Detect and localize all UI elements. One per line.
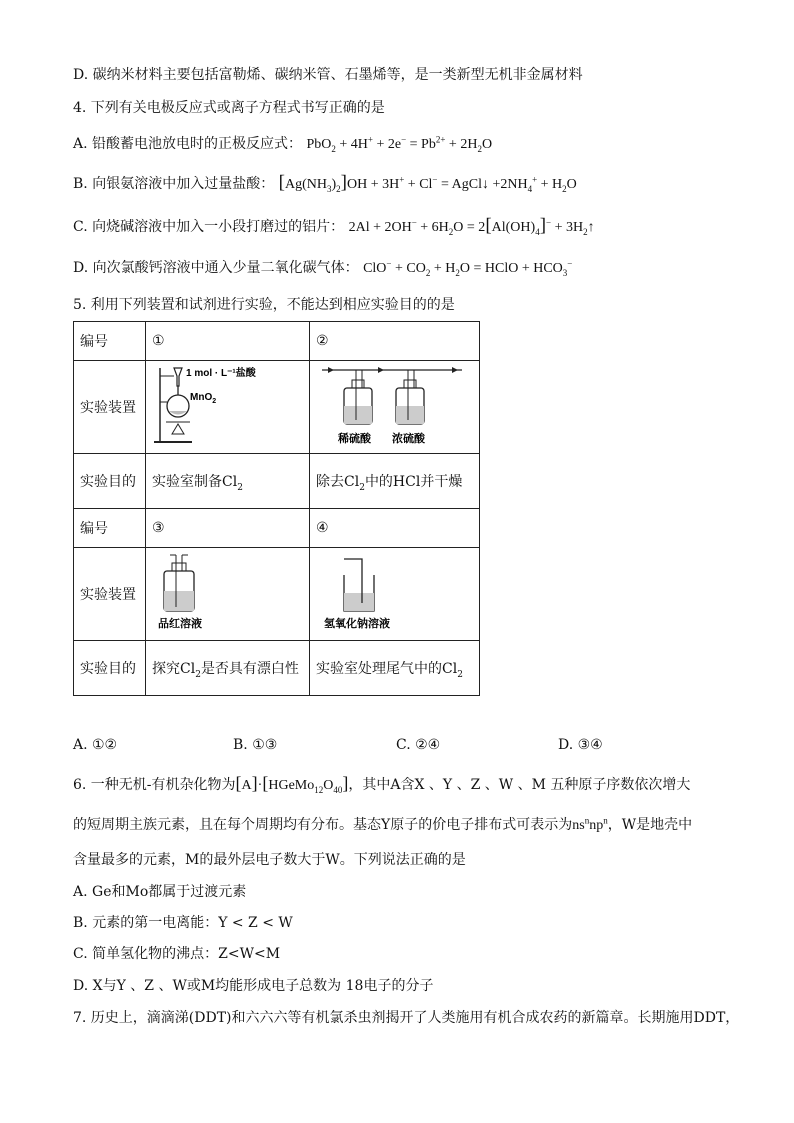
q6-config: $ns^nnp^n$ [572,815,608,833]
row-label-number: 编号 [74,322,146,361]
sodium-hydroxide-beaker-figure [316,549,466,635]
q6-line-1a: 6. 一种无机-有机杂化物为 [73,777,236,793]
device-2-cell [310,361,480,454]
goal-2-cell: 除去$Cl_2$中的HCl并干燥 [310,454,480,509]
fig4-label: 氢氧化钠溶液 [324,618,390,630]
magenta-solution-bottle-figure [152,549,292,635]
q6-line-2b: ，W是地壳中 [607,817,693,833]
q4-stem: 4. 下列有关电极反应式或离子方程式书写正确的是 [73,100,385,116]
row-label-number-2: 编号 [74,509,146,548]
fig3-label: 品红溶液 [158,618,202,630]
fig1-acid-label: 1 mol · L⁻¹盐酸 [186,368,256,379]
goal-3-text-b: 是否具有漂白性 [200,661,299,677]
goal-4-text: 实验室处理尾气中的Cl [316,661,458,677]
cell-number-3: ③ [146,509,310,548]
device-4-cell [310,548,480,641]
q6-option-d: D. X与Y 、Z 、W或M均能形成电子总数为 18电子的分子 [73,978,434,994]
goal-2-text-a: 除去Cl [316,474,360,490]
cell-number-2: ② [310,322,480,361]
q6-line-2 [73,815,692,836]
q4-option-c [73,216,595,238]
fig2-left-label: 稀硫酸 [338,433,371,445]
q6-formula: $[A]\cdot[HGeMo_{12}O_{40}]$ [235,773,349,795]
q6-line-2a: 的短周期主族元素，且在每个周期均有分布。基态Y原子的价电子排布式可表示为 [73,817,573,833]
goal-3-text-a: 探究Cl [152,661,196,677]
q4-a-equation: $PbO_2 + 4H^+ + 2e^- = Pb^{2+} + 2H_2O$ [306,134,493,154]
gas-washing-bottles-figure [316,362,466,448]
q4-option-a [73,134,492,155]
q5-option-b: B. ①③ [233,737,278,753]
goal-2-text-b: 中的HCl并干燥 [364,474,463,490]
q4-d-text: D. 向次氯酸钙溶液中通入少量二氧化碳气体： [73,260,359,276]
row-label-goal-2: 实验目的 [74,641,146,696]
chlorine-generator-apparatus-figure [152,362,292,448]
cell-number-1: ① [146,322,310,361]
q4-d-equation: $ClO^- + CO_2 + H_2O$ = HClO + $HCO_3^-$ [363,258,573,278]
device-1-cell [146,361,310,454]
goal-3-cell: 探究$Cl_2$是否具有漂白性 [146,641,310,696]
fig2-right-label: 浓硫酸 [392,433,425,445]
row-label-device-2: 实验装置 [74,548,146,641]
fig1-mno2-label: MnO$_2$ [190,392,217,405]
q4-a-text: A. 铅酸蓄电池放电时的正极反应式： [73,136,303,152]
q5-option-c: C. ②④ [396,737,441,753]
cell-number-4: ④ [310,509,480,548]
row-label-device: 实验装置 [74,361,146,454]
q4-c-equation: $2Al + 2OH^- + 6H_2O = 2[Al(OH)_4]^-$ + $3H_2↑$ [348,215,595,237]
q4-c-text: C. 向烧碱溶液中加入一小段打磨过的铝片： [73,219,345,235]
q6-option-c: C. 简单氢化物的沸点：Z<W<M [73,946,281,962]
q5-stem: 5. 利用下列装置和试剂进行实验，不能达到相应实验目的的是 [73,297,455,313]
q5-option-a: A. ①② [73,737,118,753]
q3-option-d: D. 碳纳米材料主要包括富勒烯、碳纳米管、石墨烯等，是一类新型无机非金属材料 [73,67,583,83]
q4-option-b [73,173,577,195]
q7-stem: 7. 历史上，滴滴涕(DDT)和六六六等有机氯杀虫剂揭开了人类施用有机合成农药的新篇章。长期施用DDT， [73,1010,740,1026]
q6-option-b: B. 元素的第一电离能：Y < Z < W [73,915,293,931]
q4-b-equation: $[Ag(NH_3)_2]OH + 3H^+ + Cl^-$ = AgCl↓ $+2NH_4^+ + H_2O$ [278,172,577,194]
goal-1-text: 实验室制备Cl [152,474,238,490]
goal-1-cell: 实验室制备$Cl_2$ [146,454,310,509]
device-3-cell [146,548,310,641]
q6-line-1b: ，其中A含X 、Y 、Z 、W 、M 五种原子序数依次增大 [348,777,691,793]
q4-option-d [73,258,572,279]
q6-line-3: 含量最多的元素，M的最外层电子数大于W。下列说法正确的是 [73,852,466,868]
q6-line-1 [73,773,690,796]
q6-option-a: A. Ge和Mo都属于过渡元素 [73,884,247,900]
q4-b-text: B. 向银氨溶液中加入过量盐酸： [73,176,275,192]
q5-option-d: D. ③④ [558,737,603,753]
goal-4-cell: 实验室处理尾气中的$Cl_2$ [310,641,480,696]
row-label-goal: 实验目的 [74,454,146,509]
experiment-table [73,321,480,696]
